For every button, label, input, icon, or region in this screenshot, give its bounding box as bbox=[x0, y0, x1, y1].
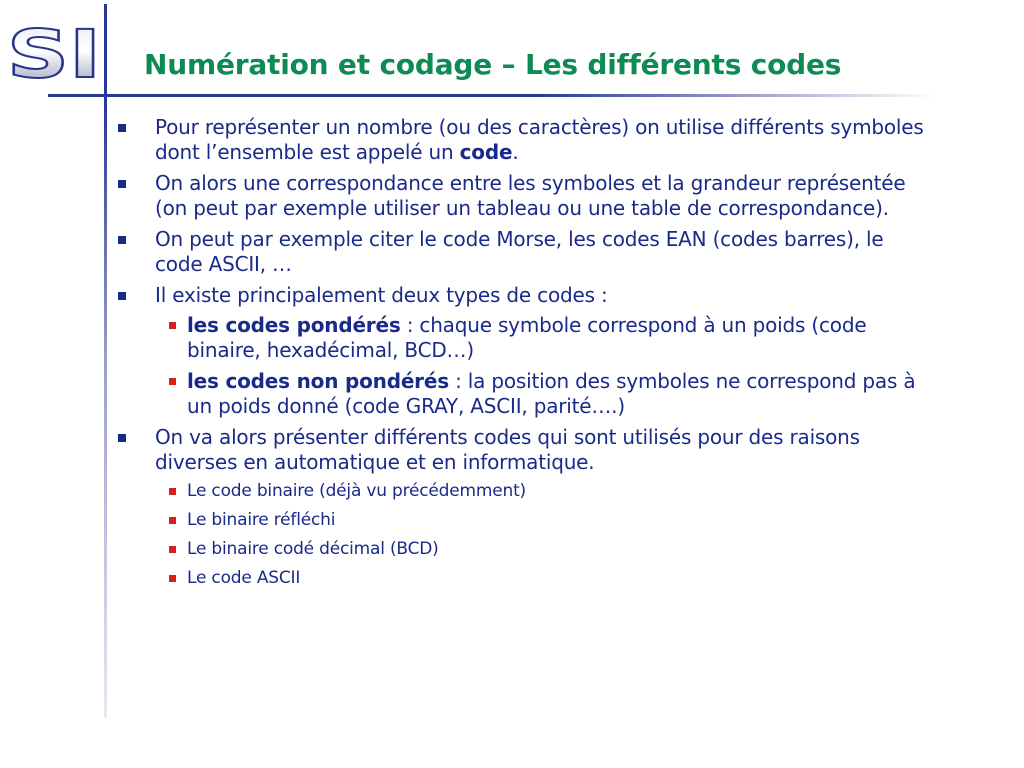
square-bullet-icon bbox=[118, 180, 126, 188]
sub-bullet-text: Le binaire codé décimal (BCD) bbox=[187, 539, 439, 559]
vertical-divider bbox=[104, 4, 107, 718]
square-sub-bullet-icon bbox=[169, 488, 176, 495]
sub-bullet-list bbox=[155, 480, 928, 589]
sub-bullet-text: : la position des symboles ne correspond pas à un poids donné (code GRAY, ASCII, parité….) bbox=[187, 369, 916, 418]
bullet-strong-text: code bbox=[459, 140, 513, 164]
sub-bullet-text: : chaque symbole correspond à un poids (code binaire, hexadécimal, BCD…) bbox=[187, 313, 867, 362]
sub-bullet-text: Le code binaire (déjà vu précédemment) bbox=[187, 481, 526, 501]
square-bullet-icon bbox=[118, 124, 126, 132]
bullet-text: Pour représenter un nombre (ou des caractères) on utilise différents symboles dont l’ensemble est appelé un bbox=[155, 115, 924, 164]
square-sub-bullet-icon bbox=[169, 546, 176, 553]
bullet-text: On alors une correspondance entre les symboles et la grandeur représentée (on peut par exemple utiliser un tableau ou une table de correspondance). bbox=[155, 171, 906, 220]
square-bullet-icon bbox=[118, 236, 126, 244]
sub-bullet-item bbox=[155, 369, 928, 419]
square-bullet-icon bbox=[118, 292, 126, 300]
title-underline bbox=[48, 94, 936, 97]
sub-bullet-item bbox=[155, 480, 928, 502]
bullet-item bbox=[118, 115, 928, 165]
bullet-tail: . bbox=[512, 140, 519, 164]
bullet-text: Il existe principalement deux types de codes : bbox=[155, 283, 608, 307]
square-bullet-icon bbox=[118, 434, 126, 442]
sub-bullet-item bbox=[155, 509, 928, 531]
bullet-item bbox=[118, 283, 928, 419]
sub-bullet-item bbox=[155, 538, 928, 560]
bullet-item bbox=[118, 171, 928, 221]
square-sub-bullet-icon bbox=[169, 575, 176, 582]
square-sub-bullet-icon bbox=[169, 378, 176, 385]
bullet-text: On peut par exemple citer le code Morse, les codes EAN (codes barres), le code ASCII, … bbox=[155, 227, 884, 276]
sub-bullet-text: Le code ASCII bbox=[187, 568, 301, 588]
sub-bullet-item bbox=[155, 567, 928, 589]
sub-bullet-list bbox=[155, 313, 928, 419]
bullet-text: On va alors présenter différents codes qui sont utilisés pour des raisons diverses en automatique et en informatique. bbox=[155, 425, 860, 474]
square-sub-bullet-icon bbox=[169, 322, 176, 329]
bullet-item bbox=[118, 227, 928, 277]
bullet-list bbox=[118, 115, 928, 589]
square-sub-bullet-icon bbox=[169, 517, 176, 524]
slide-title: Numération et codage – Les différents codes bbox=[144, 48, 842, 81]
bullet-item bbox=[118, 425, 928, 589]
si-logo bbox=[6, 22, 106, 84]
sub-bullet-strong-text: les codes pondérés bbox=[187, 313, 401, 337]
sub-bullet-item bbox=[155, 313, 928, 363]
sub-bullet-strong-text: les codes non pondérés bbox=[187, 369, 449, 393]
slide-body bbox=[118, 115, 928, 596]
sub-bullet-text: Le binaire réfléchi bbox=[187, 510, 336, 530]
svg-text:SI: SI bbox=[7, 22, 101, 84]
